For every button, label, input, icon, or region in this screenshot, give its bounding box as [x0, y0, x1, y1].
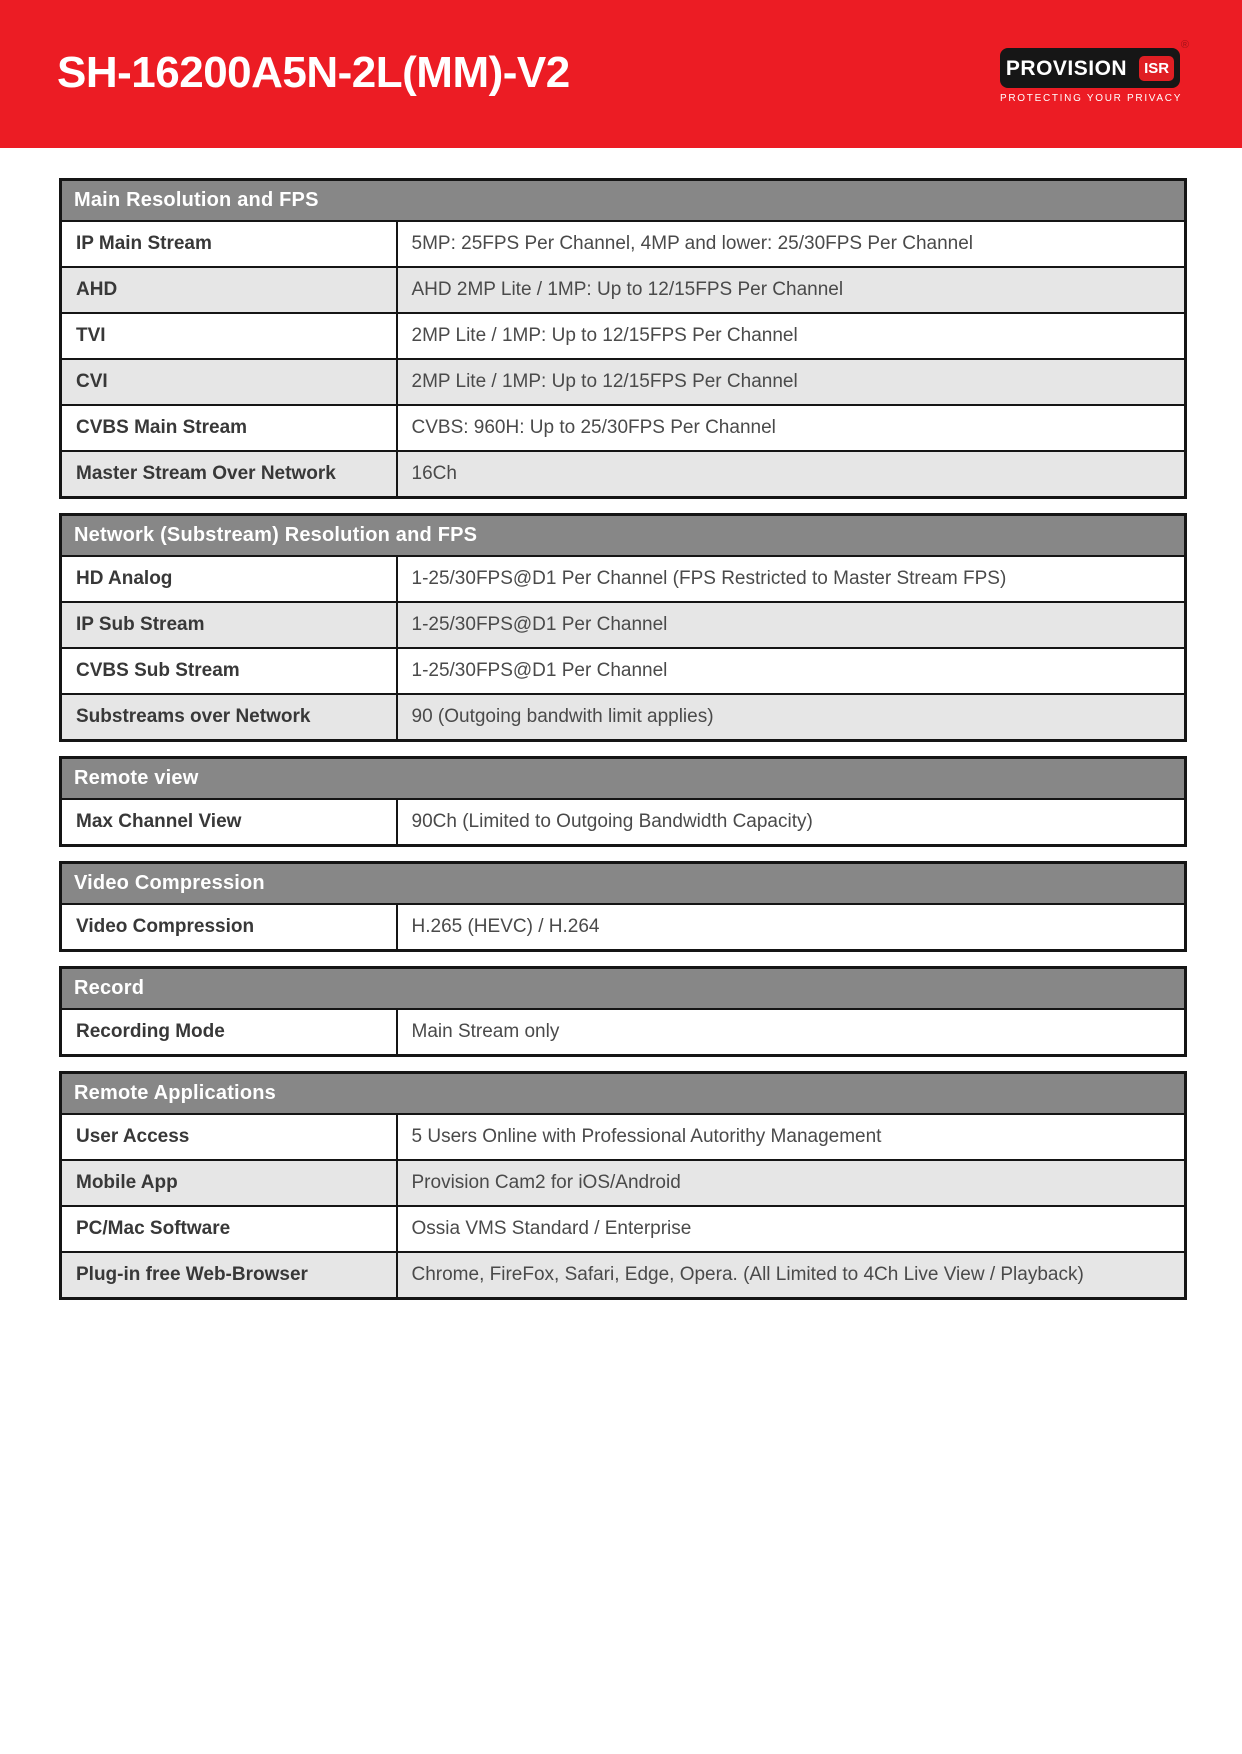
table-row [61, 799, 1186, 846]
table-row [61, 1252, 1186, 1299]
section-header [61, 515, 1186, 557]
table-row [61, 221, 1186, 267]
logo-brand-text: PROVISION [1005, 56, 1128, 80]
spec-value: 1-25/30FPS@D1 Per Channel [397, 602, 1186, 648]
spec-label: Max Channel View [61, 799, 397, 846]
section-header [61, 968, 1186, 1010]
section-header [61, 1073, 1186, 1115]
section-title: Record [61, 968, 1186, 1010]
page-title: SH-16200A5N-2L(MM)-V2 [57, 48, 570, 97]
spec-label: PC/Mac Software [61, 1206, 397, 1252]
spec-value: 5 Users Online with Professional Autorithy Management [397, 1114, 1186, 1160]
table-row [61, 451, 1186, 498]
spec-value: 90Ch (Limited to Outgoing Bandwidth Capacity) [397, 799, 1186, 846]
table-row [61, 556, 1186, 602]
spec-value: Chrome, FireFox, Safari, Edge, Opera. (All Limited to 4Ch Live View / Playback) [397, 1252, 1186, 1299]
table-row [61, 1114, 1186, 1160]
section-header [61, 758, 1186, 800]
spec-value: Ossia VMS Standard / Enterprise [397, 1206, 1186, 1252]
title-banner [0, 0, 1242, 148]
table-row [61, 694, 1186, 741]
table-row [61, 1160, 1186, 1206]
spec-value: CVBS: 960H: Up to 25/30FPS Per Channel [397, 405, 1186, 451]
spec-label: AHD [61, 267, 397, 313]
spec-value: Main Stream only [397, 1009, 1186, 1056]
section-title: Main Resolution and FPS [61, 180, 1186, 222]
section-record [59, 966, 1187, 1057]
spec-value: Provision Cam2 for iOS/Android [397, 1160, 1186, 1206]
spec-label: Substreams over Network [61, 694, 397, 741]
section-title: Remote Applications [61, 1073, 1186, 1115]
spec-label: TVI [61, 313, 397, 359]
spec-value: 2MP Lite / 1MP: Up to 12/15FPS Per Channel [397, 313, 1186, 359]
spec-label: Recording Mode [61, 1009, 397, 1056]
spec-label: User Access [61, 1114, 397, 1160]
spec-label: HD Analog [61, 556, 397, 602]
spec-value: 1-25/30FPS@D1 Per Channel [397, 648, 1186, 694]
spec-label: Video Compression [61, 904, 397, 951]
spec-label: IP Sub Stream [61, 602, 397, 648]
table-row [61, 359, 1186, 405]
table-row [61, 405, 1186, 451]
spec-value: 1-25/30FPS@D1 Per Channel (FPS Restricted to Master Stream FPS) [397, 556, 1186, 602]
table-row [61, 602, 1186, 648]
table-row [61, 313, 1186, 359]
table-row [61, 267, 1186, 313]
isr-badge: ISR [1139, 56, 1174, 81]
section-title: Video Compression [61, 863, 1186, 905]
spec-label: Mobile App [61, 1160, 397, 1206]
spec-value: 16Ch [397, 451, 1186, 498]
logo-tagline: PROTECTING YOUR PRIVACY [1000, 93, 1183, 104]
spec-label: IP Main Stream [61, 221, 397, 267]
table-row [61, 648, 1186, 694]
spec-value: AHD 2MP Lite / 1MP: Up to 12/15FPS Per Channel [397, 267, 1186, 313]
section-video-compression [59, 861, 1187, 952]
section-title: Remote view [61, 758, 1186, 800]
spec-value: 5MP: 25FPS Per Channel, 4MP and lower: 25/30FPS Per Channel [397, 221, 1186, 267]
spec-label: CVI [61, 359, 397, 405]
table-row [61, 904, 1186, 951]
section-main-resolution-and-fps [59, 178, 1187, 499]
spec-content [0, 148, 1242, 1300]
spec-value: 2MP Lite / 1MP: Up to 12/15FPS Per Channel [397, 359, 1186, 405]
section-header [61, 863, 1186, 905]
logo-box [1000, 39, 1189, 88]
spec-label: CVBS Main Stream [61, 405, 397, 451]
section-network-substream-resolution-and-fps [59, 513, 1187, 742]
spec-label: Plug-in free Web-Browser [61, 1252, 397, 1299]
registered-mark: ® [1180, 39, 1189, 51]
spec-label: Master Stream Over Network [61, 451, 397, 498]
spec-value: H.265 (HEVC) / H.264 [397, 904, 1186, 951]
spec-value: 90 (Outgoing bandwith limit applies) [397, 694, 1186, 741]
section-title: Network (Substream) Resolution and FPS [61, 515, 1186, 557]
provision-isr-logo [1000, 39, 1189, 104]
section-remote-view [59, 756, 1187, 847]
table-row [61, 1206, 1186, 1252]
section-header [61, 180, 1186, 222]
spec-label: CVBS Sub Stream [61, 648, 397, 694]
table-row [61, 1009, 1186, 1056]
section-remote-applications [59, 1071, 1187, 1300]
